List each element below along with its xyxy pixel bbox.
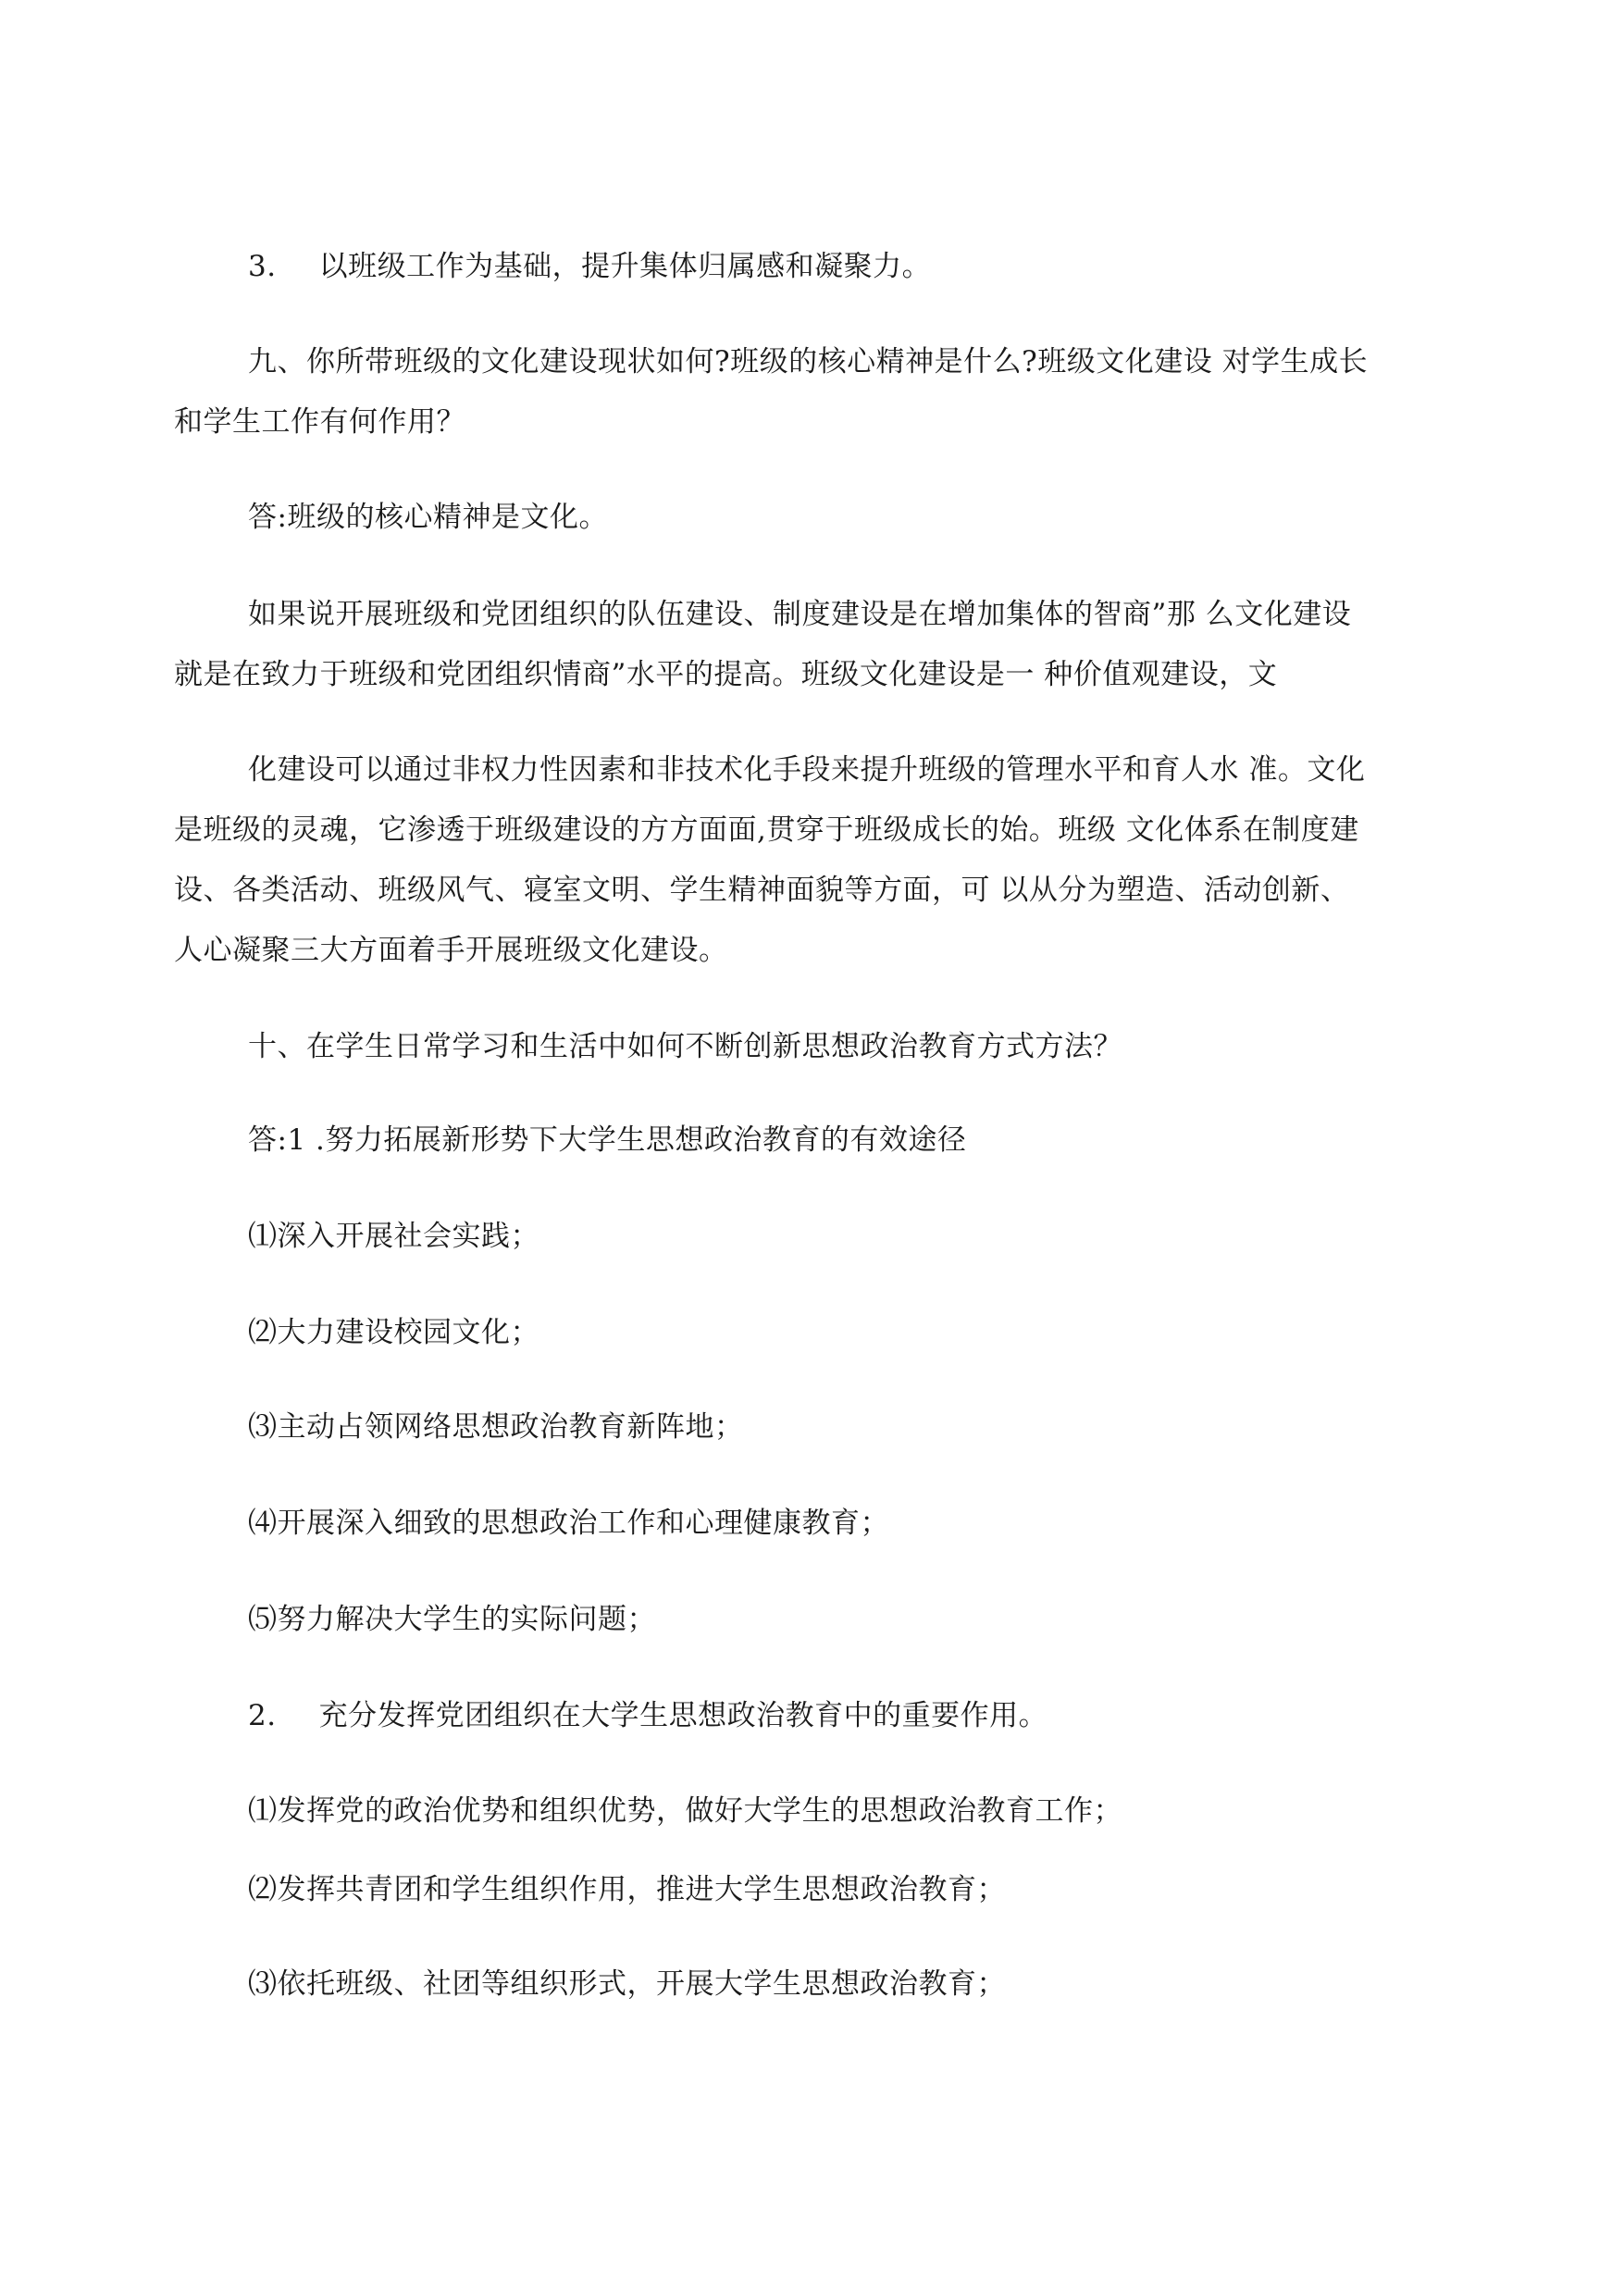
line-text: 答:班级的核心精神是文化。 — [248, 501, 608, 534]
line-text: 化建设可以通过非权力性因素和非技术化手段来提升班级的管理水平和育人水 准。文化 — [248, 753, 1366, 787]
list-number: 3. — [248, 250, 277, 283]
line-text: 人心凝聚三大方面着手开展班级文化建设。 — [174, 934, 728, 967]
sub-item — [0, 1871, 1624, 1908]
answer-nine — [0, 499, 1624, 536]
line-text: 是班级的灵魂，它渗透于班级建设的方方面面,贯穿于班级成长的始。班级 文化体系在制度建 — [174, 813, 1359, 847]
paragraph-line — [0, 872, 1624, 909]
question-nine-line-2 — [0, 403, 1624, 440]
sub-item — [0, 1601, 1624, 1638]
sub-item — [0, 1314, 1624, 1351]
sub-item — [0, 1408, 1624, 1445]
list-number: 2. — [248, 1699, 277, 1732]
line-text: 和学生工作有何作用？ — [174, 405, 465, 439]
answer-ten-item-1 — [0, 1122, 1624, 1159]
question-nine-line-1 — [0, 343, 1624, 380]
paragraph-line — [0, 656, 1624, 693]
line-text: ⑵发挥共青团和学生组织作用，推进大学生思想政治教育； — [248, 1873, 1006, 1906]
line-text: ⑶依托班级、社团等组织形式，开展大学生思想政治教育； — [248, 1967, 1006, 2001]
line-text: 十、在学生日常学习和生活中如何不断创新思想政治教育方式方法？ — [248, 1030, 1122, 1063]
line-text: ⑴深入开展社会实践； — [248, 1220, 539, 1253]
line-text: ⑴发挥党的政治优势和组织优势，做好大学生的思想政治教育工作； — [248, 1794, 1122, 1828]
sub-item — [0, 1505, 1624, 1542]
line-text: 答:1 .努力拓展新形势下大学生思想政治教育的有效途径 — [248, 1123, 967, 1157]
line-text: 设、各类活动、班级风气、寝室文明、学生精神面貌等方面，可 以从分为塑造、活动创新、 — [174, 874, 1350, 907]
sub-item — [0, 1793, 1624, 1830]
line-text: ⑵大力建设校园文化； — [248, 1316, 539, 1349]
line-text: 充分发挥党团组织在大学生思想政治教育中的重要作用。 — [318, 1699, 1048, 1732]
line-text: ⑶主动占领网络思想政治教育新阵地； — [248, 1410, 744, 1444]
paragraph-line — [0, 932, 1624, 969]
line-text: 如果说开展班级和党团组织的队伍建设、制度建设是在增加集体的智商”那 么文化建设 — [248, 598, 1352, 631]
line-text: ⑷开展深入细致的思想政治工作和心理健康教育； — [248, 1507, 889, 1540]
paragraph-line — [0, 596, 1624, 633]
sub-item — [0, 1966, 1624, 2003]
question-ten — [0, 1028, 1624, 1065]
list-item-2 — [0, 1697, 1624, 1734]
line-text: ⑸努力解决大学生的实际问题； — [248, 1603, 656, 1636]
line-text: 以班级工作为基础，提升集体归属感和凝聚力。 — [318, 250, 932, 283]
paragraph-line — [0, 751, 1624, 788]
line-text: 九、你所带班级的文化建设现状如何?班级的核心精神是什么?班级文化建设 对学生成长 — [248, 345, 1369, 378]
line-text: 就是在致力于班级和党团组织情商”水平的提高。班级文化建设是一 种价值观建设，文 — [174, 658, 1278, 691]
list-item-3 — [0, 248, 1624, 285]
paragraph-line — [0, 812, 1624, 849]
sub-item — [0, 1218, 1624, 1255]
